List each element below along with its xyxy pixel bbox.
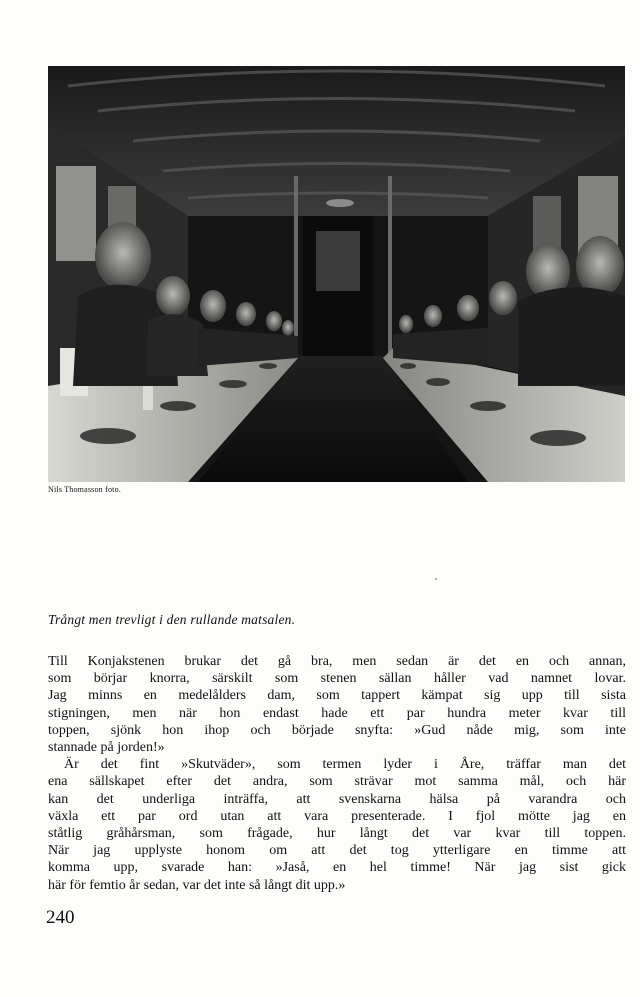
paragraph-line: komma upp, svarade han: »Jaså, en hel timme! När jag sist gick bbox=[48, 860, 626, 876]
print-speck bbox=[435, 578, 437, 580]
paragraph-line: ståtlig gråhårsman, som frågade, hur långt det var kvar till toppen. bbox=[48, 826, 626, 842]
paragraph-line: Till Konjakstenen brukar det gå bra, men sedan är det en och annan, bbox=[48, 654, 626, 669]
paragraph-line: Är det fint »Skutväder», som termen lyder i Åre, träffar man det bbox=[64, 757, 626, 773]
body-text bbox=[48, 653, 626, 894]
paragraph-line: ena sällskapet efter det andra, som strävar mot samma mål, och här bbox=[48, 774, 626, 790]
dining-car-photo bbox=[48, 66, 625, 482]
paragraph-line: växla ett par ord utan att vara presenterade. I fjol mötte jag en bbox=[48, 808, 626, 824]
page-number: 240 bbox=[46, 907, 75, 928]
photo-caption: Trångt men trevligt i den rullande matsalen. bbox=[48, 612, 296, 627]
paragraph-line: här för femtio år sedan, var det inte så långt dit upp.» bbox=[48, 877, 346, 893]
paragraph-line: När jag upplyste honom om att det tog ytterligare en timme att bbox=[48, 843, 626, 859]
paragraph-line: som börjar knorra, särskilt som stenen sällan håller vad namnet lovar. bbox=[48, 671, 626, 687]
dining-car-illustration bbox=[48, 66, 625, 482]
paragraph-line: toppen, sjönk hon ihop och började snyfta: »Gud nåde mig, som inte bbox=[48, 722, 626, 738]
photo-credit: Nils Thomasson foto. bbox=[48, 485, 121, 494]
paragraph-line: stannade på jorden!» bbox=[48, 740, 165, 756]
paragraph-line: Jag minns en medelålders dam, som tappert kämpat sig upp till sista bbox=[48, 688, 626, 704]
paragraph-line: kan det underliga inträffa, att svenskarna hälsa på varandra och bbox=[48, 791, 626, 807]
paragraph-line: stigningen, men när hon endast hade ett par hundra meter kvar till bbox=[48, 705, 626, 721]
